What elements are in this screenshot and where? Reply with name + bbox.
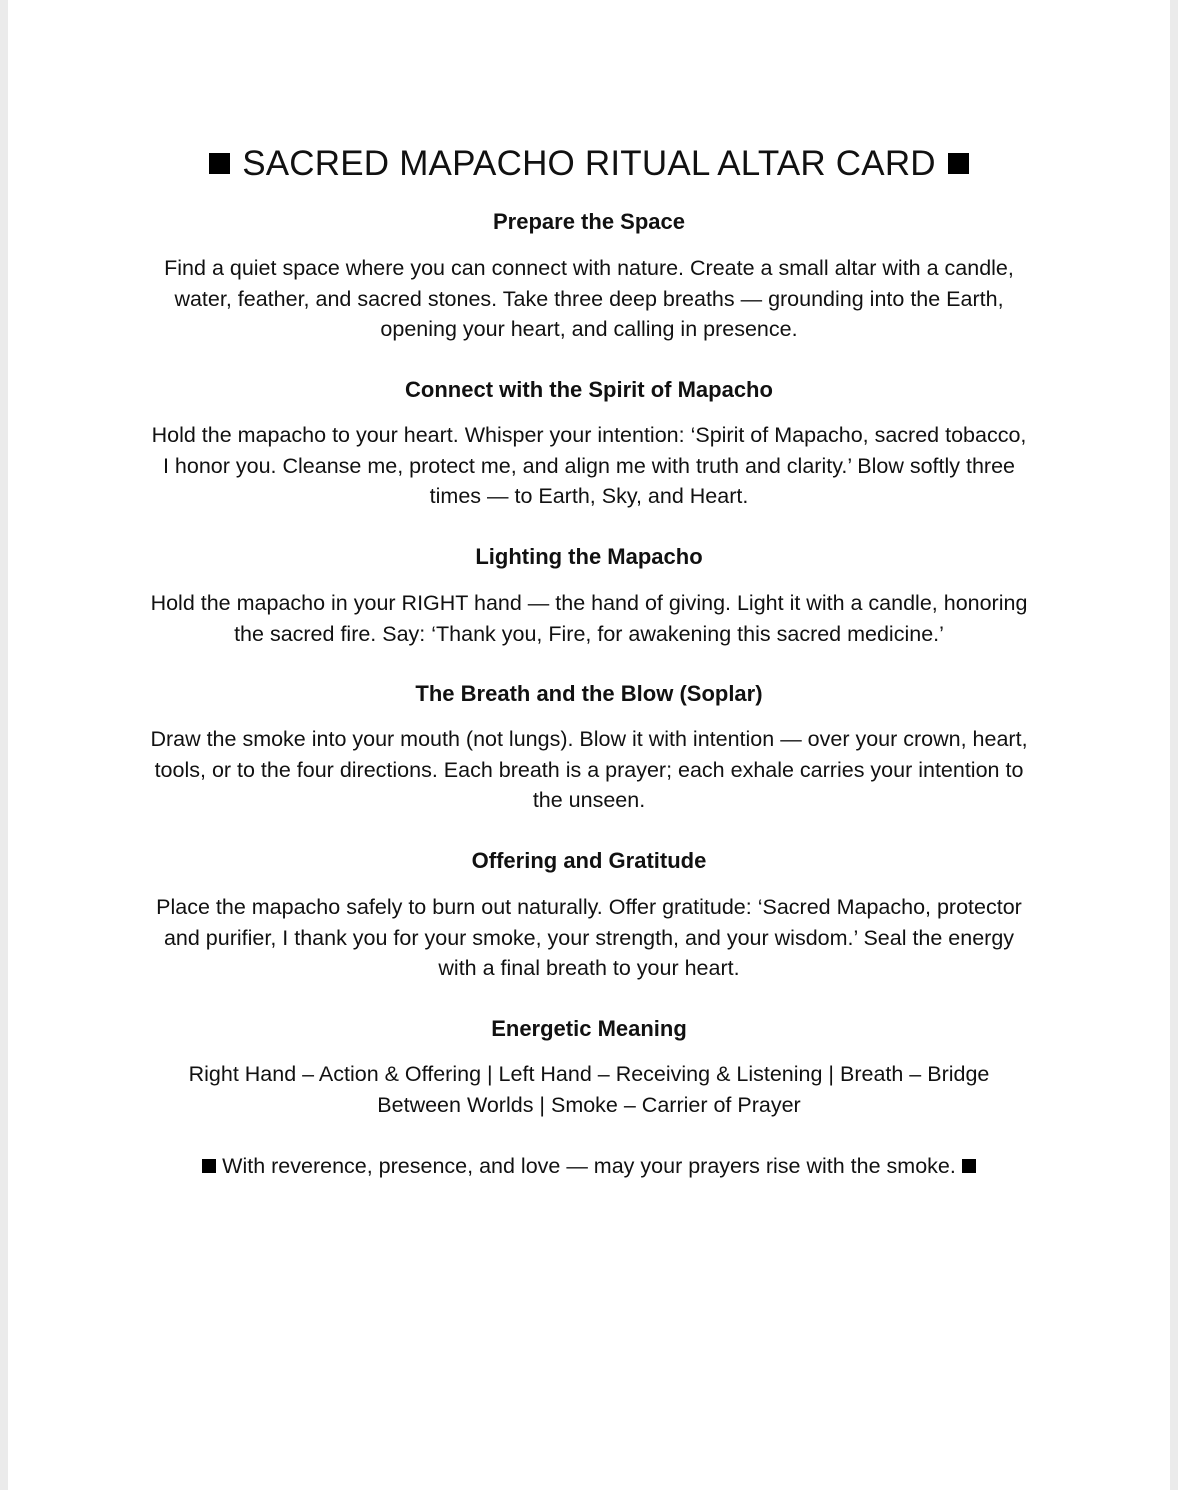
document-page: [8, 0, 1170, 1490]
square-bullet-icon: [948, 153, 969, 174]
section-heading-connect-spirit: Connect with the Spirit of Mapacho: [405, 377, 773, 402]
section-text-lighting: Hold the mapacho in your RIGHT hand — the hand of giving. Light it with a candle, honoring the sacred fire. Say: ‘Thank you, Fire, for awakening this sacred medicine.’: [150, 591, 1028, 646]
section-heading-offering: Offering and Gratitude: [471, 848, 707, 873]
square-bullet-icon: [962, 1159, 976, 1173]
section-text-breath-blow: Draw the smoke into your mouth (not lungs). Blow it with intention — over your crown, heart, tools, or to the four directions. Each breath is a prayer; each exhale carries your intention to the unseen.: [150, 727, 1028, 812]
closing-blessing: [8, 1151, 1170, 1181]
square-bullet-icon: [209, 153, 230, 174]
section-heading-breath-blow: The Breath and the Blow (Soplar): [415, 681, 763, 706]
section-heading-prepare-space: Prepare the Space: [493, 209, 685, 234]
page-title-text: SACRED MAPACHO RITUAL ALTAR CARD: [242, 144, 936, 183]
section-text-offering: Place the mapacho safely to burn out naturally. Offer gratitude: ‘Sacred Mapacho, protector and purifier, I thank you for your smoke, your strength, and your wisdom.’ Seal the energy with a final breath to your heart.: [156, 895, 1022, 980]
section-text-connect-spirit: Hold the mapacho to your heart. Whisper your intention: ‘Spirit of Mapacho, sacred tobacco, I honor you. Cleanse me, protect me, and align me with truth and clarity.’ Blow softly three times — to Earth, Sky, and Heart.: [151, 423, 1027, 508]
section-text-energetic-meaning: Right Hand – Action & Offering | Left Hand – Receiving & Listening | Breath – Bridge Between Worlds | Smoke – Carrier of Prayer: [188, 1062, 990, 1117]
square-bullet-icon: [202, 1159, 216, 1173]
closing-text: With reverence, presence, and love — may your prayers rise with the smoke.: [222, 1154, 956, 1178]
section-heading-lighting: Lighting the Mapacho: [475, 544, 703, 569]
section-heading-energetic-meaning: Energetic Meaning: [491, 1016, 687, 1041]
section-text-prepare-space: Find a quiet space where you can connect with nature. Create a small altar with a candle, water, feather, and sacred stones. Take three deep breaths — grounding into the Earth, opening your heart, and calling in presence.: [164, 256, 1014, 341]
page-title: [8, 143, 1170, 185]
